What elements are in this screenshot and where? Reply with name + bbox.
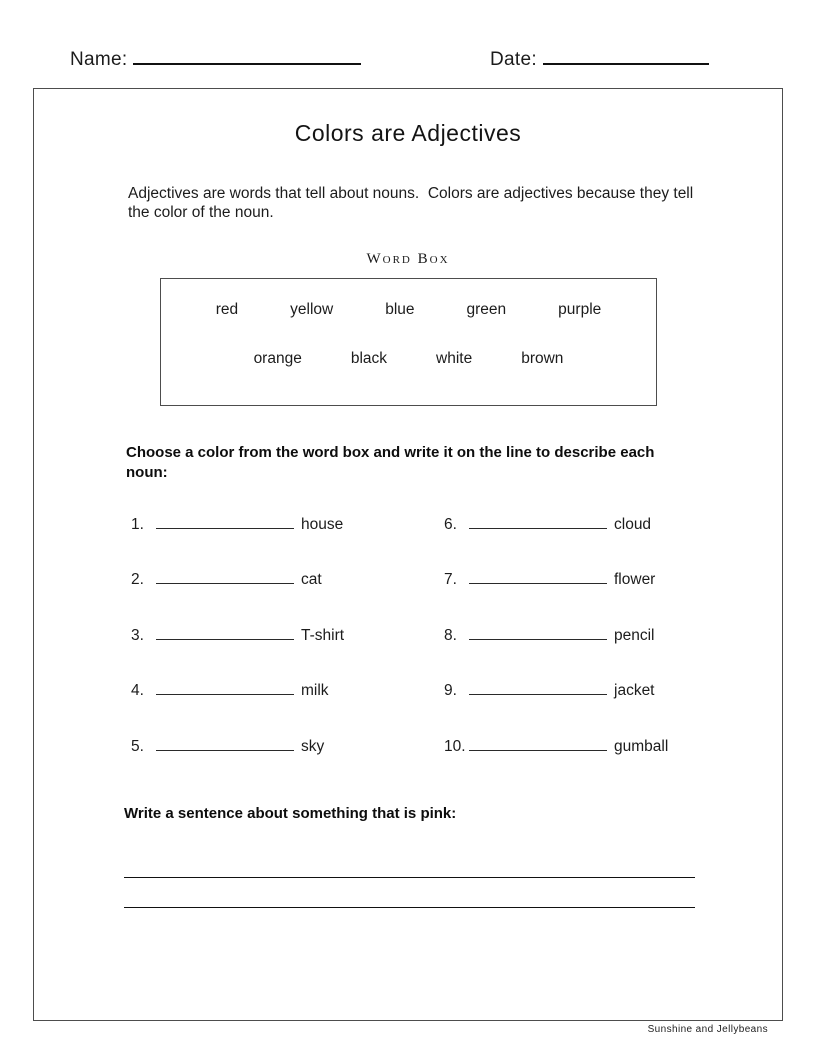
item-number: 6. bbox=[444, 515, 457, 533]
item-number: 1. bbox=[131, 515, 144, 533]
sentence-blank-line-1[interactable] bbox=[124, 877, 695, 878]
worksheet-frame bbox=[33, 88, 783, 1021]
word-green: green bbox=[466, 301, 507, 318]
item-number: 2. bbox=[131, 571, 144, 588]
item-noun: flower bbox=[614, 571, 656, 588]
item-number: 3. bbox=[131, 626, 144, 644]
answer-blank-5[interactable] bbox=[156, 735, 294, 751]
list-item-7 bbox=[444, 569, 668, 625]
instruction-text: Choose a color from the word box and write it on the line to describe each noun: bbox=[126, 444, 655, 481]
answer-blank-1[interactable] bbox=[156, 513, 294, 529]
name-field bbox=[70, 46, 361, 71]
word-yellow: yellow bbox=[290, 301, 334, 318]
date-label: Date: bbox=[490, 49, 537, 70]
answer-blank-3[interactable] bbox=[156, 624, 294, 640]
item-noun: house bbox=[301, 515, 344, 533]
word-brown: brown bbox=[521, 350, 564, 367]
item-noun: cat bbox=[301, 571, 322, 588]
answer-blank-4[interactable] bbox=[156, 680, 294, 696]
item-noun: gumball bbox=[614, 737, 669, 755]
item-number: 9. bbox=[444, 682, 457, 699]
answer-blank-10[interactable] bbox=[469, 735, 607, 751]
item-noun: milk bbox=[301, 682, 329, 699]
word-box-row-2 bbox=[161, 350, 656, 368]
list-item-9 bbox=[444, 680, 668, 736]
item-noun: pencil bbox=[614, 626, 655, 644]
sentence-prompt: Write a sentence about something that is pink: bbox=[124, 805, 457, 822]
date-blank-line[interactable] bbox=[543, 46, 709, 65]
item-number: 7. bbox=[444, 571, 457, 588]
list-item-4 bbox=[131, 680, 344, 736]
word-white: white bbox=[436, 350, 473, 367]
name-label: Name: bbox=[70, 49, 128, 70]
word-blue: blue bbox=[385, 301, 415, 318]
list-item-8 bbox=[444, 624, 668, 680]
date-field bbox=[490, 46, 709, 71]
page-title: Colors are Adjectives bbox=[294, 120, 522, 146]
sentence-blank-line-2[interactable] bbox=[124, 907, 695, 908]
footer-credit: Sunshine and Jellybeans bbox=[647, 1024, 768, 1035]
word-orange: orange bbox=[253, 350, 302, 367]
list-item-2 bbox=[131, 569, 344, 625]
item-number: 8. bbox=[444, 626, 457, 644]
word-box-row-1 bbox=[161, 301, 656, 319]
item-noun: T-shirt bbox=[301, 626, 345, 644]
fill-in-list-right bbox=[444, 513, 668, 791]
answer-blank-8[interactable] bbox=[469, 624, 607, 640]
list-item-10 bbox=[444, 735, 668, 791]
word-red: red bbox=[215, 301, 239, 318]
word-purple: purple bbox=[558, 301, 602, 318]
list-item-6 bbox=[444, 513, 668, 569]
list-item-3 bbox=[131, 624, 344, 680]
item-number: 5. bbox=[131, 737, 144, 755]
list-item-1 bbox=[131, 513, 344, 569]
item-number: 10. bbox=[444, 737, 466, 755]
item-noun: cloud bbox=[614, 515, 652, 533]
name-blank-line[interactable] bbox=[133, 46, 361, 65]
word-box bbox=[160, 278, 657, 406]
item-number: 4. bbox=[131, 682, 144, 699]
item-noun: sky bbox=[301, 737, 325, 755]
word-black: black bbox=[350, 350, 388, 367]
intro-text: Adjectives are words that tell about nouns. Colors are adjectives because they tell the color of the noun. bbox=[128, 185, 698, 221]
list-item-5 bbox=[131, 735, 344, 791]
answer-blank-9[interactable] bbox=[469, 680, 607, 696]
item-noun: jacket bbox=[614, 682, 655, 699]
fill-in-list-left bbox=[131, 513, 344, 791]
answer-blank-7[interactable] bbox=[469, 569, 607, 585]
answer-blank-2[interactable] bbox=[156, 569, 294, 585]
answer-blank-6[interactable] bbox=[469, 513, 607, 529]
word-box-label: Word Box bbox=[366, 251, 450, 267]
